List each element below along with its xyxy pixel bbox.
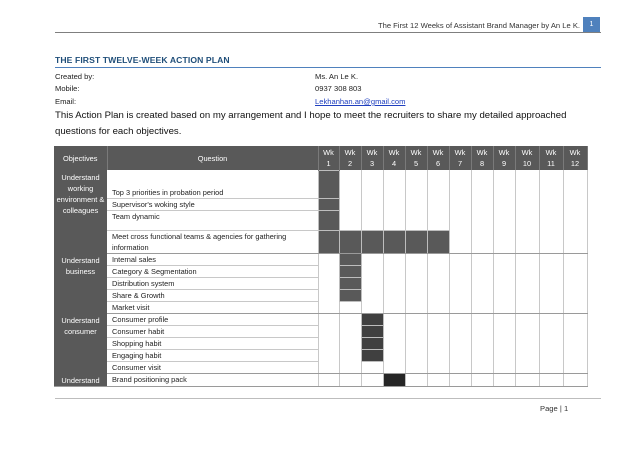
week-cell [563, 253, 587, 265]
question-cell: Market visit [107, 301, 318, 313]
week-cell [539, 373, 563, 387]
week-cell [515, 230, 539, 253]
week-cell [563, 337, 587, 349]
week-cell [563, 277, 587, 289]
week-cell [515, 170, 539, 198]
week-cell [318, 337, 339, 349]
question-cell: Supervisor's woking style [107, 198, 318, 210]
week-cell [427, 253, 449, 265]
week-cell [449, 289, 471, 301]
week-cell [405, 325, 427, 337]
week-cell [471, 230, 493, 253]
created-by-label: Created by: [55, 72, 95, 81]
week-cell-scheduled [339, 230, 361, 253]
week-cell [563, 170, 587, 198]
week-cell [493, 337, 515, 349]
week-cell-scheduled [361, 313, 383, 325]
week-cell [493, 349, 515, 361]
week-cell [563, 289, 587, 301]
week-cell [339, 361, 361, 373]
week-cell [405, 301, 427, 313]
week-cell [539, 198, 563, 210]
table-row [54, 210, 587, 230]
col-question: Question [107, 146, 318, 170]
week-cell [515, 265, 539, 277]
week-cell [427, 373, 449, 387]
table-row [54, 349, 587, 361]
col-objectives: Objectives [54, 146, 107, 170]
week-cell [471, 277, 493, 289]
week-cell [405, 198, 427, 210]
week-cell [449, 253, 471, 265]
question-cell: Meet cross functional teams & agencies for gathering information [107, 230, 318, 253]
week-cell [471, 373, 493, 387]
week-cell [427, 325, 449, 337]
week-cell [539, 337, 563, 349]
objective-cell: Understand [54, 373, 107, 387]
week-cell [449, 361, 471, 373]
table-row [54, 198, 587, 210]
week-cell [515, 301, 539, 313]
week-cell [563, 373, 587, 387]
week-cell [493, 301, 515, 313]
week-cell-scheduled [318, 198, 339, 210]
week-cell [361, 170, 383, 198]
week-cell [405, 349, 427, 361]
question-cell: Distribution system [107, 277, 318, 289]
table-row [54, 301, 587, 313]
week-cell [539, 170, 563, 198]
week-cell [449, 325, 471, 337]
week-cell [471, 170, 493, 198]
week-cell [515, 210, 539, 230]
week-cell [339, 373, 361, 387]
question-cell: Shopping habit [107, 337, 318, 349]
question-cell: Engaging habit [107, 349, 318, 361]
week-cell [383, 325, 405, 337]
week-cell [471, 289, 493, 301]
week-cell [449, 349, 471, 361]
week-cell [471, 313, 493, 325]
week-cell [493, 265, 515, 277]
week-cell [427, 337, 449, 349]
col-week: Wk 11 [539, 146, 563, 170]
week-cell [383, 277, 405, 289]
header-rule [55, 32, 601, 33]
week-cell [361, 265, 383, 277]
week-cell [318, 373, 339, 387]
table-row [54, 253, 587, 265]
col-week: Wk 7 [449, 146, 471, 170]
col-week: Wk 4 [383, 146, 405, 170]
week-cell [339, 170, 361, 198]
week-cell [449, 313, 471, 325]
week-cell [515, 349, 539, 361]
week-cell [361, 253, 383, 265]
week-cell [563, 313, 587, 325]
week-cell [361, 373, 383, 387]
week-cell [427, 265, 449, 277]
week-cell [493, 253, 515, 265]
week-cell [361, 361, 383, 373]
col-week: Wk 3 [361, 146, 383, 170]
week-cell [427, 361, 449, 373]
week-cell [427, 289, 449, 301]
week-cell [318, 361, 339, 373]
week-cell [383, 361, 405, 373]
week-cell [515, 289, 539, 301]
table-row [54, 230, 587, 253]
week-cell [318, 301, 339, 313]
week-cell [493, 373, 515, 387]
week-cell [339, 349, 361, 361]
footer-rule [55, 398, 601, 399]
week-cell [515, 373, 539, 387]
week-cell-scheduled [361, 230, 383, 253]
week-cell [493, 361, 515, 373]
table-row [54, 325, 587, 337]
week-cell-scheduled [318, 230, 339, 253]
week-cell [563, 349, 587, 361]
week-cell [383, 253, 405, 265]
week-cell [383, 170, 405, 198]
week-cell [471, 198, 493, 210]
table-row [54, 170, 587, 198]
week-cell [563, 198, 587, 210]
title-rule [55, 67, 601, 68]
week-cell [361, 289, 383, 301]
week-cell [449, 265, 471, 277]
week-cell [515, 198, 539, 210]
objective-cell: Understand business [54, 253, 107, 313]
week-cell [427, 301, 449, 313]
week-cell [449, 170, 471, 198]
table-row [54, 289, 587, 301]
week-cell [427, 210, 449, 230]
week-cell [427, 170, 449, 198]
week-cell [427, 277, 449, 289]
week-cell [563, 361, 587, 373]
intro-paragraph: This Action Plan is created based on my arrangement and I hope to meet the recruiters to share my detailed approached questions for each objectives. [55, 110, 567, 137]
table-row [54, 277, 587, 289]
week-cell-scheduled [318, 170, 339, 198]
week-cell [405, 337, 427, 349]
week-cell-scheduled [339, 289, 361, 301]
week-cell [405, 289, 427, 301]
week-cell [515, 277, 539, 289]
week-cell [471, 325, 493, 337]
question-cell: Category & Segmentation [107, 265, 318, 277]
col-week: Wk 10 [515, 146, 539, 170]
week-cell [449, 198, 471, 210]
week-cell [539, 210, 563, 230]
week-cell [318, 313, 339, 325]
week-cell-scheduled [361, 325, 383, 337]
week-cell [383, 313, 405, 325]
col-week: Wk 1 [318, 146, 339, 170]
week-cell [515, 337, 539, 349]
week-cell [563, 230, 587, 253]
week-cell [539, 313, 563, 325]
week-cell [515, 313, 539, 325]
question-cell: Team dynamic [107, 210, 318, 230]
week-cell [471, 337, 493, 349]
col-week: Wk 6 [427, 146, 449, 170]
week-cell [539, 349, 563, 361]
week-cell [449, 277, 471, 289]
col-week: Wk 9 [493, 146, 515, 170]
week-cell [539, 325, 563, 337]
week-cell [405, 361, 427, 373]
col-week: Wk 12 [563, 146, 587, 170]
week-cell [405, 313, 427, 325]
week-cell [405, 277, 427, 289]
week-cell [471, 301, 493, 313]
week-cell [405, 253, 427, 265]
week-cell [318, 253, 339, 265]
week-cell [318, 277, 339, 289]
week-cell [563, 301, 587, 313]
table-row [54, 313, 587, 325]
week-cell [515, 325, 539, 337]
table-row [54, 361, 587, 373]
week-cell-scheduled [339, 277, 361, 289]
week-cell [339, 325, 361, 337]
week-cell [493, 230, 515, 253]
week-cell [405, 170, 427, 198]
week-cell [318, 349, 339, 361]
week-cell [383, 265, 405, 277]
week-cell [471, 210, 493, 230]
objective-cell: Understand working environment & colleagues [54, 170, 107, 253]
mobile-label: Mobile: [55, 84, 80, 93]
week-cell [361, 198, 383, 210]
week-cell [383, 289, 405, 301]
email-link[interactable]: Lekhanhan.an@gmail.com [315, 97, 406, 106]
week-cell [427, 198, 449, 210]
week-cell [471, 349, 493, 361]
week-cell [563, 325, 587, 337]
week-cell [563, 210, 587, 230]
question-cell: Top 3 priorities in probation period [107, 170, 318, 198]
col-week: Wk 8 [471, 146, 493, 170]
week-cell [405, 265, 427, 277]
week-cell [449, 301, 471, 313]
week-cell-scheduled [361, 349, 383, 361]
week-cell [339, 313, 361, 325]
week-cell [339, 198, 361, 210]
week-cell [539, 230, 563, 253]
col-week: Wk 2 [339, 146, 361, 170]
question-cell: Share & Growth [107, 289, 318, 301]
week-cell-scheduled [383, 230, 405, 253]
table-row [54, 265, 587, 277]
week-cell [449, 337, 471, 349]
week-cell [539, 301, 563, 313]
objective-cell: Understand consumer [54, 313, 107, 373]
created-by-value: Ms. An Le K. [315, 72, 359, 81]
week-cell [563, 265, 587, 277]
question-cell: Internal sales [107, 253, 318, 265]
week-cell [449, 373, 471, 387]
week-cell [339, 210, 361, 230]
week-cell-scheduled [339, 253, 361, 265]
week-cell [493, 277, 515, 289]
week-cell [493, 198, 515, 210]
week-cell [493, 170, 515, 198]
table-row [54, 337, 587, 349]
week-cell [539, 289, 563, 301]
week-cell [383, 349, 405, 361]
week-cell [383, 337, 405, 349]
page-footer [540, 404, 568, 413]
footer-separator: | [559, 404, 562, 413]
week-cell [361, 301, 383, 313]
plan-title: THE FIRST TWELVE-WEEK ACTION PLAN [55, 55, 230, 65]
week-cell [318, 265, 339, 277]
week-cell [383, 210, 405, 230]
running-header: The First 12 Weeks of Assistant Brand Manager by An Le K. [377, 21, 580, 30]
table-header-row [54, 146, 587, 170]
week-cell [515, 361, 539, 373]
week-cell [471, 361, 493, 373]
week-cell [427, 313, 449, 325]
week-cell [383, 301, 405, 313]
footer-page-label: Page [540, 404, 558, 413]
week-cell [449, 230, 471, 253]
week-cell-scheduled [405, 230, 427, 253]
week-cell [471, 253, 493, 265]
week-cell [493, 289, 515, 301]
action-plan-table [54, 146, 588, 387]
week-cell-scheduled [318, 210, 339, 230]
week-cell [493, 210, 515, 230]
week-cell [405, 210, 427, 230]
email-label: Email: [55, 97, 77, 106]
week-cell [361, 210, 383, 230]
question-cell: Brand positioning pack [107, 373, 318, 387]
week-cell [539, 265, 563, 277]
question-cell: Consumer profile [107, 313, 318, 325]
week-cell [383, 198, 405, 210]
footer-page-number: 1 [563, 404, 569, 413]
week-cell-scheduled [339, 265, 361, 277]
week-cell [515, 253, 539, 265]
week-cell [539, 277, 563, 289]
week-cell [361, 277, 383, 289]
mobile-value: 0937 308 803 [315, 84, 362, 93]
week-cell [493, 313, 515, 325]
week-cell [339, 337, 361, 349]
week-cell-scheduled [427, 230, 449, 253]
week-cell [539, 361, 563, 373]
week-cell-scheduled [383, 373, 405, 387]
col-week: Wk 5 [405, 146, 427, 170]
header-page-badge: 1 [583, 17, 600, 32]
question-cell: Consumer habit [107, 325, 318, 337]
week-cell [405, 373, 427, 387]
week-cell [449, 210, 471, 230]
week-cell [318, 325, 339, 337]
week-cell [471, 265, 493, 277]
week-cell-scheduled [361, 337, 383, 349]
week-cell [539, 253, 563, 265]
week-cell [493, 325, 515, 337]
week-cell [318, 289, 339, 301]
question-cell: Consumer visit [107, 361, 318, 373]
week-cell [427, 349, 449, 361]
week-cell [339, 301, 361, 313]
table-row [54, 373, 587, 387]
